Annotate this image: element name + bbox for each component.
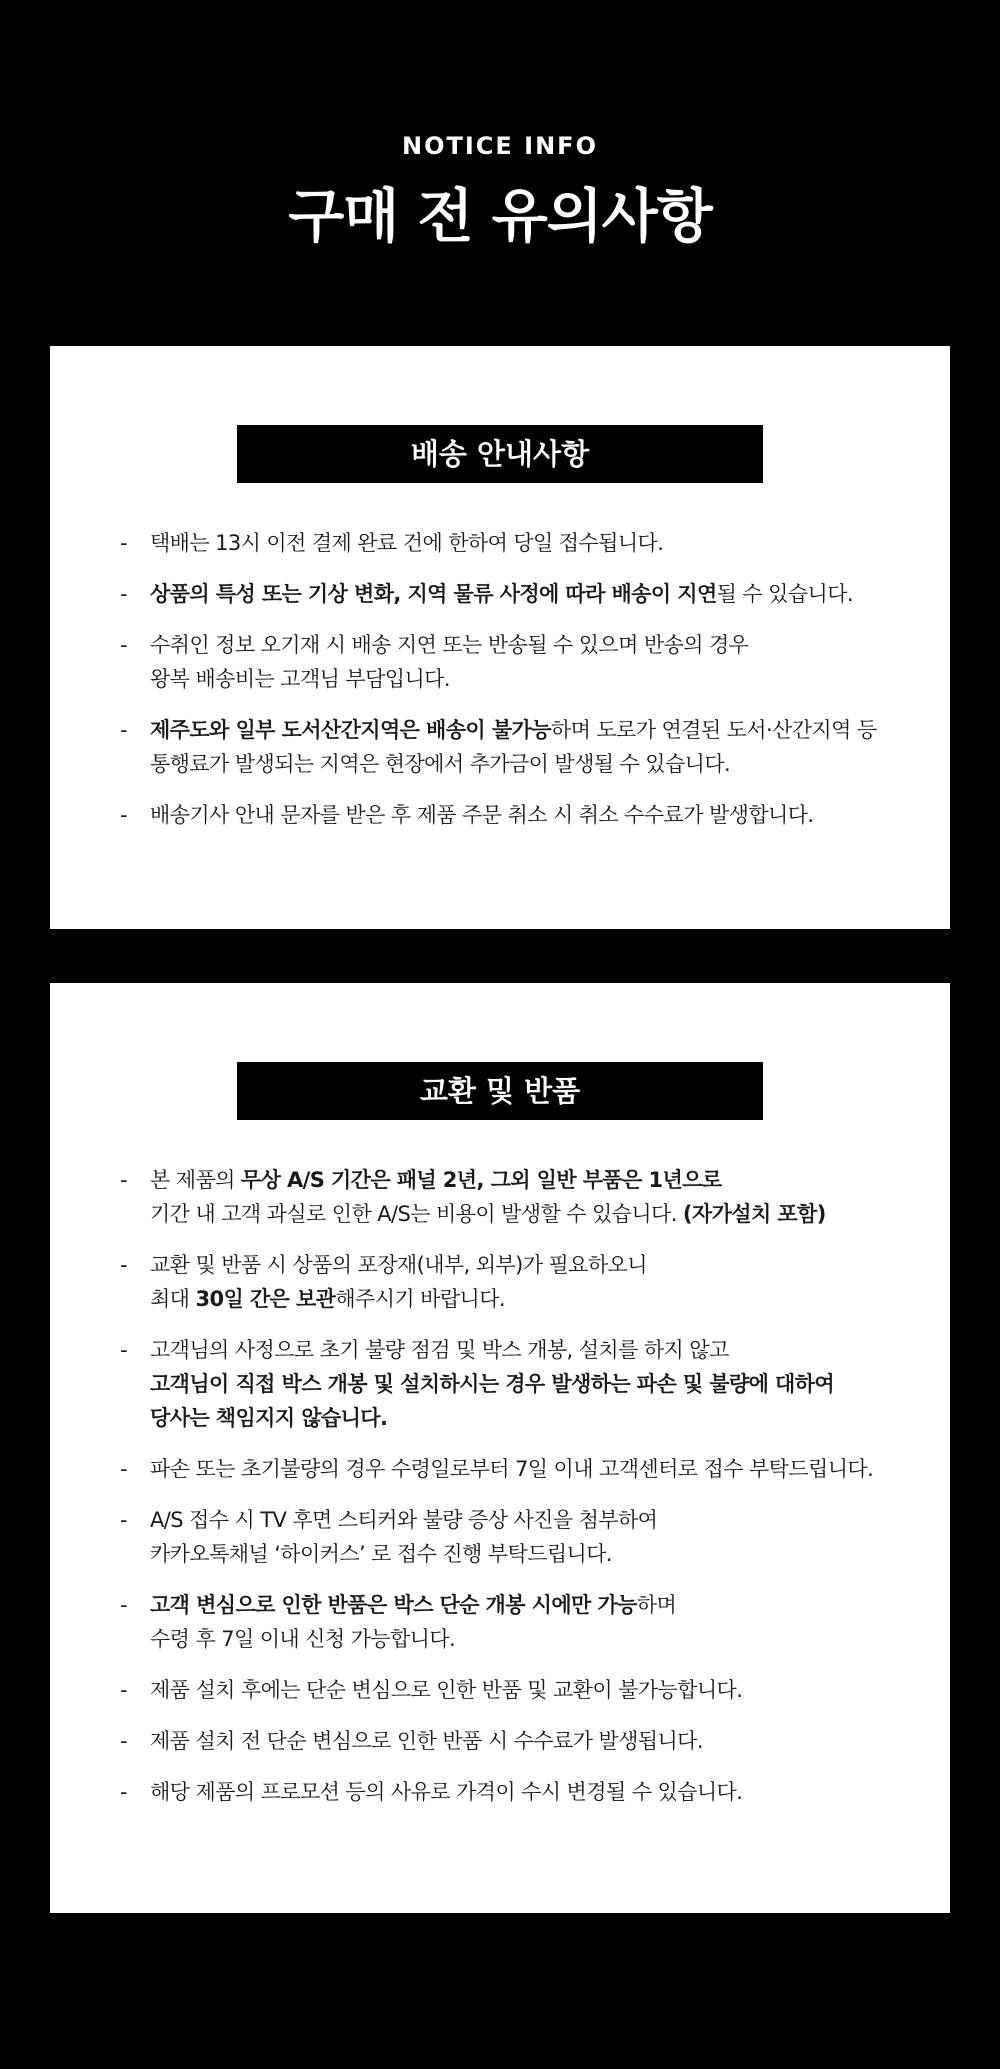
list-item-text-line bbox=[150, 1452, 910, 1486]
list-item bbox=[120, 628, 910, 696]
list-item-text-line bbox=[150, 1282, 910, 1316]
list-item-text-line bbox=[150, 1537, 910, 1571]
plain-text: 기간 내 고객 과실로 인한 A/S는 비용이 발생할 수 있습니다. bbox=[150, 1202, 683, 1226]
bullet-dash: - bbox=[120, 803, 127, 827]
list-item-text-line bbox=[150, 1503, 910, 1537]
list-item-text-line bbox=[150, 526, 910, 560]
list-item bbox=[120, 526, 910, 560]
plain-text: 통행료가 발생되는 지역은 현장에서 추가금이 발생될 수 있습니다. bbox=[150, 752, 731, 776]
bullet-dash: - bbox=[120, 531, 127, 555]
list-item-text-line bbox=[150, 1197, 910, 1231]
emphasis-text: 제주도와 일부 도서산간지역은 배송이 불가능 bbox=[150, 718, 551, 742]
bullet-dash: - bbox=[120, 1780, 127, 1804]
plain-text: 최대 bbox=[150, 1287, 196, 1311]
list-item bbox=[120, 1724, 910, 1758]
list-item-text-line bbox=[150, 713, 910, 747]
emphasis-text: 당사는 책임지지 않습니다. bbox=[150, 1406, 388, 1430]
plain-text: 해당 제품의 프로모션 등의 사유로 가격이 수시 변경될 수 있습니다. bbox=[150, 1780, 743, 1804]
list-item bbox=[120, 798, 910, 832]
list-item bbox=[120, 1248, 910, 1316]
list-item bbox=[120, 577, 910, 611]
list-item bbox=[120, 713, 910, 781]
eyebrow-label: NOTICE INFO bbox=[402, 132, 598, 160]
list-item bbox=[120, 1673, 910, 1707]
plain-text: 파손 또는 초기불량의 경우 수령일로부터 7일 이내 고객센터로 접수 부탁드립니다. bbox=[150, 1457, 874, 1481]
list-item-text-line bbox=[150, 1401, 910, 1435]
returns-notice-card bbox=[50, 983, 950, 1913]
plain-text: 제품 설치 후에는 단순 변심으로 인한 반품 및 교환이 불가능합니다. bbox=[150, 1678, 743, 1702]
bullet-dash: - bbox=[120, 582, 127, 606]
list-item-text-line bbox=[150, 662, 910, 696]
list-item bbox=[120, 1163, 910, 1231]
list-item bbox=[120, 1775, 910, 1809]
plain-text: 고객님의 사정으로 초기 불량 점검 및 박스 개봉, 설치를 하지 않고 bbox=[150, 1338, 729, 1362]
list-item-text-line bbox=[150, 1367, 910, 1401]
plain-text: 될 수 있습니다. bbox=[716, 582, 853, 606]
plain-text: 카카오톡채널 ‘하이커스’ 로 접수 진행 부탁드립니다. bbox=[150, 1542, 613, 1566]
list-item-text-line bbox=[150, 1622, 910, 1656]
bullet-dash: - bbox=[120, 1338, 127, 1362]
list-item-text-line bbox=[150, 1724, 910, 1758]
bullet-dash: - bbox=[120, 1593, 127, 1617]
plain-text: 하며 bbox=[636, 1593, 677, 1617]
page-title: 구매 전 유의사항 bbox=[288, 182, 712, 250]
plain-text: 수령 후 7일 이내 신청 가능합니다. bbox=[150, 1627, 456, 1651]
emphasis-text: 상품의 특성 또는 기상 변화, 지역 물류 사정에 따라 배송이 지연 bbox=[150, 582, 717, 606]
list-item-text-line bbox=[150, 577, 910, 611]
emphasis-text: 30일 간은 보관 bbox=[195, 1287, 336, 1311]
bullet-dash: - bbox=[120, 1253, 127, 1277]
plain-text: 교환 및 반품 시 상품의 포장재(내부, 외부)가 필요하오니 bbox=[150, 1253, 647, 1277]
returns-section-title: 교환 및 반품 bbox=[237, 1062, 763, 1120]
emphasis-text: (자가설치 포함) bbox=[682, 1202, 826, 1226]
delivery-notice-card bbox=[50, 346, 950, 929]
list-item-text-line bbox=[150, 747, 910, 781]
emphasis-text: 고객님이 직접 박스 개봉 및 설치하시는 경우 발생하는 파손 및 불량에 대하여 bbox=[150, 1372, 835, 1396]
plain-text: 해주시기 바랍니다. bbox=[335, 1287, 505, 1311]
plain-text: 제품 설치 전 단순 변심으로 인한 반품 시 수수료가 발생됩니다. bbox=[150, 1729, 703, 1753]
bullet-dash: - bbox=[120, 1729, 127, 1753]
list-item bbox=[120, 1452, 910, 1486]
bullet-dash: - bbox=[120, 1168, 127, 1192]
delivery-notice-list bbox=[120, 526, 910, 832]
list-item bbox=[120, 1503, 910, 1571]
list-item bbox=[120, 1333, 910, 1435]
plain-text: 배송기사 안내 문자를 받은 후 제품 주문 취소 시 취소 수수료가 발생합니다. bbox=[150, 803, 814, 827]
plain-text: 본 제품의 bbox=[150, 1168, 241, 1192]
list-item-text-line bbox=[150, 1588, 910, 1622]
list-item-text-line bbox=[150, 1775, 910, 1809]
emphasis-text: 고객 변심으로 인한 반품은 박스 단순 개봉 시에만 가능 bbox=[150, 1593, 637, 1617]
bullet-dash: - bbox=[120, 1457, 127, 1481]
bullet-dash: - bbox=[120, 1678, 127, 1702]
list-item-text-line bbox=[150, 798, 910, 832]
page-header bbox=[0, 0, 1000, 251]
plain-text: 수취인 정보 오기재 시 배송 지연 또는 반송될 수 있으며 반송의 경우 bbox=[150, 633, 749, 657]
list-item-text-line bbox=[150, 1163, 910, 1197]
emphasis-text: 무상 A/S 기간은 패널 2년, 그외 일반 부품은 1년으로 bbox=[240, 1168, 722, 1192]
plain-text: 하며 도로가 연결된 도서·산간지역 등 bbox=[550, 718, 877, 742]
delivery-section-title: 배송 안내사항 bbox=[237, 425, 763, 483]
list-item-text-line bbox=[150, 628, 910, 662]
list-item-text-line bbox=[150, 1673, 910, 1707]
list-item-text-line bbox=[150, 1333, 910, 1367]
plain-text: 왕복 배송비는 고객님 부담입니다. bbox=[150, 667, 450, 691]
list-item-text-line bbox=[150, 1248, 910, 1282]
returns-notice-list bbox=[120, 1163, 910, 1809]
bullet-dash: - bbox=[120, 718, 127, 742]
list-item bbox=[120, 1588, 910, 1656]
plain-text: 택배는 13시 이전 결제 완료 건에 한하여 당일 접수됩니다. bbox=[150, 531, 664, 555]
bullet-dash: - bbox=[120, 1508, 127, 1532]
bullet-dash: - bbox=[120, 633, 127, 657]
plain-text: A/S 접수 시 TV 후면 스티커와 불량 증상 사진을 첨부하여 bbox=[150, 1508, 658, 1532]
